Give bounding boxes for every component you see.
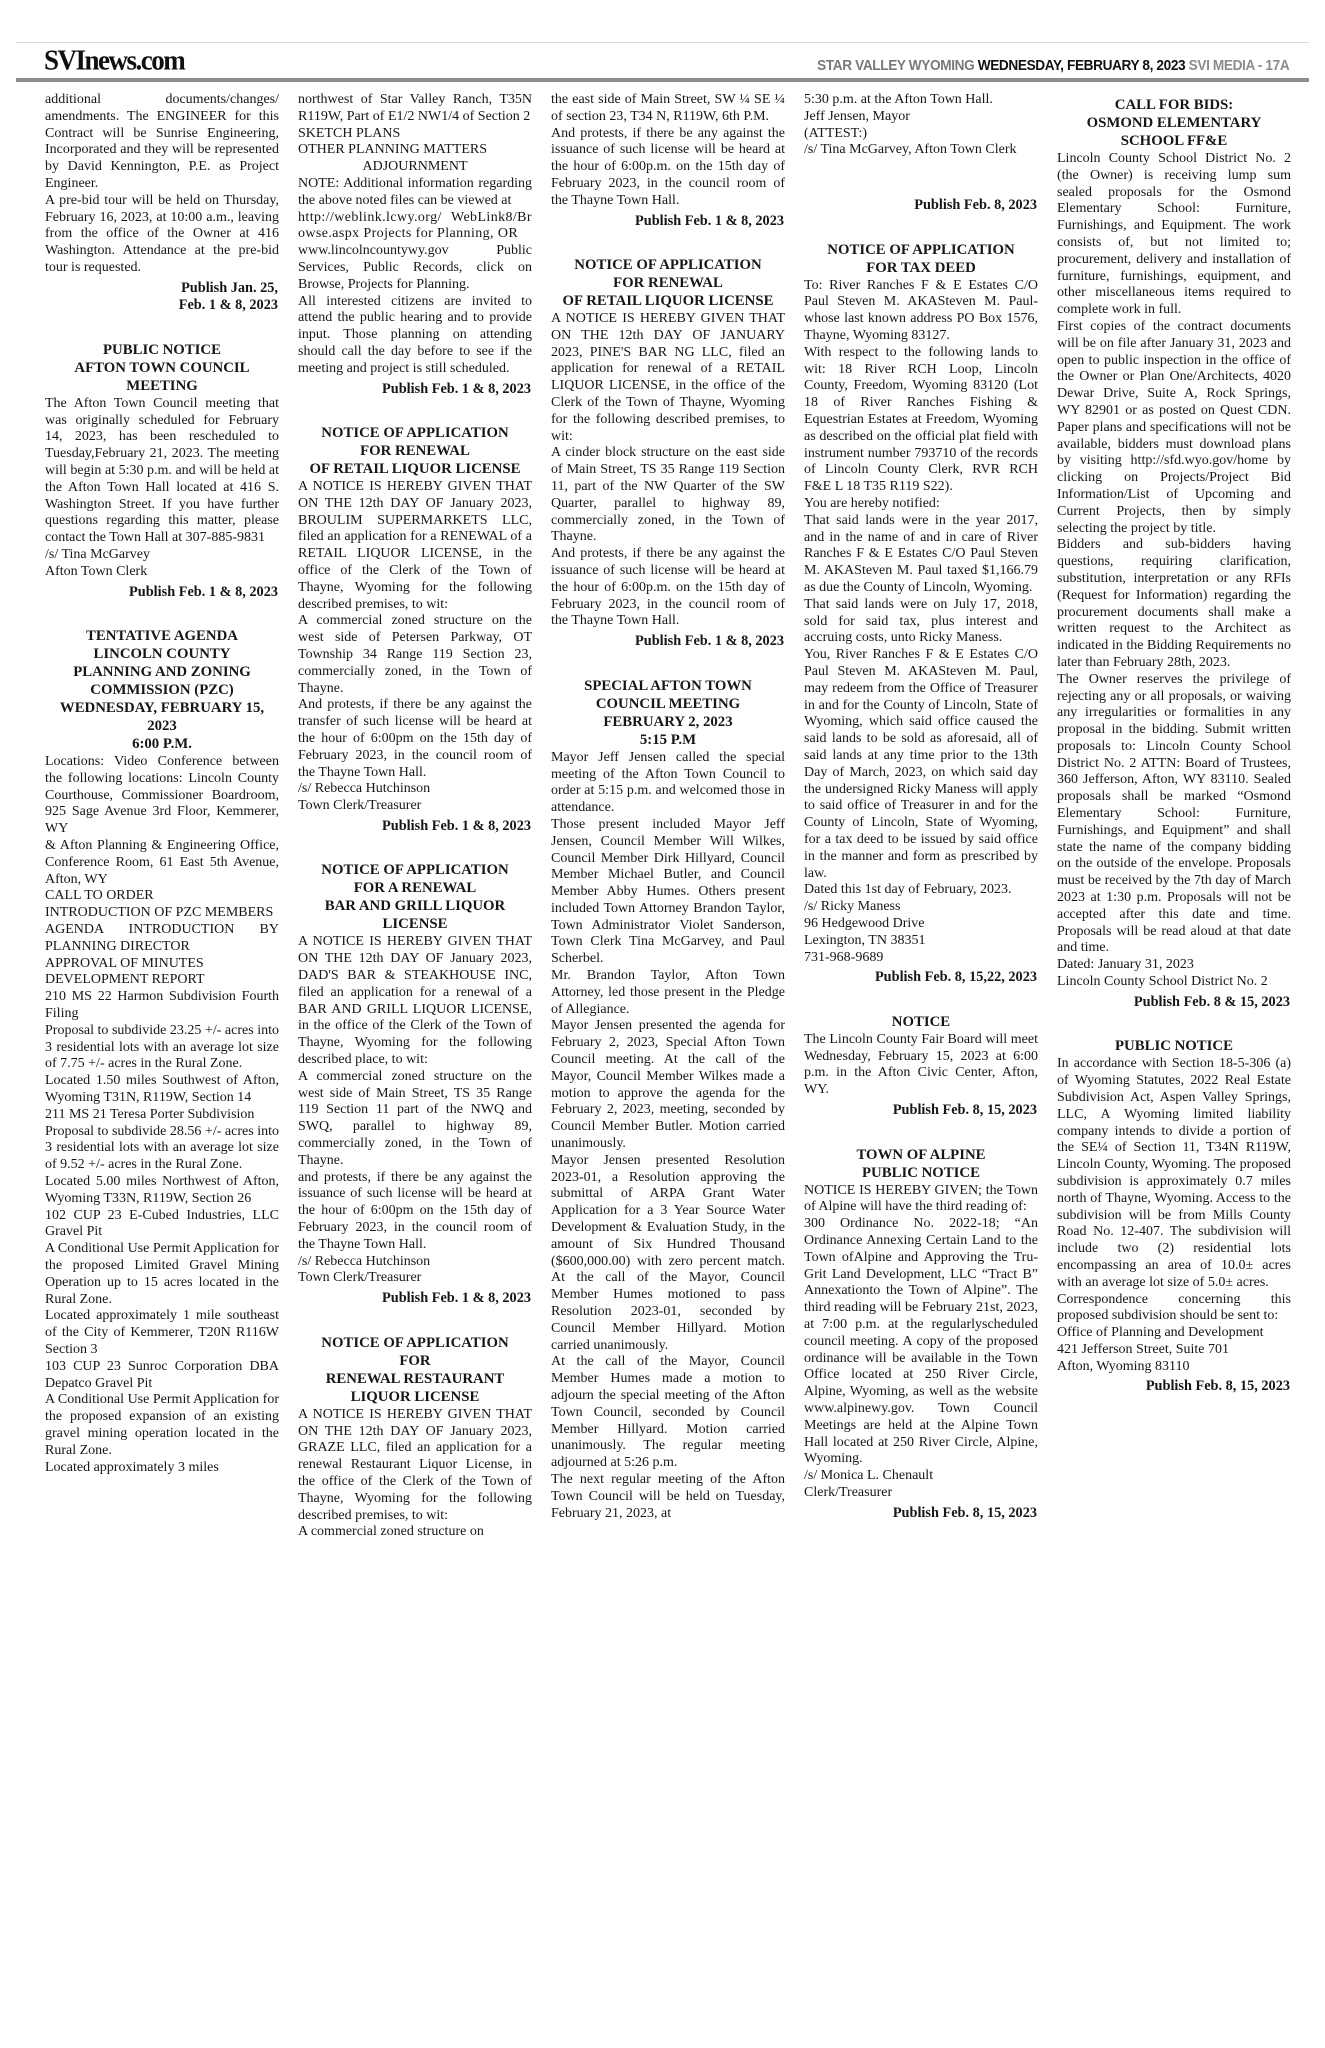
notice-paragraph: The Owner reserves the privilege of rejecting any or all proposals, or waiving any irregularities or formalities in any proposal in the bidding. Submit written proposals to: Lincoln County School District No. 2 ATTN: Board of Trustees, 360 Jefferson, Afton, WY 83110. Sealed proposals shall be marked “Osmond Elementary School: Furniture, Furnishings, and Equipment” and shall state the name of the company bidding on the outside of the envelope. Proposals must be received by the 7th day of March 2023 at 1:30 p.m. Proposals will not be accepted after this date and time. Proposals will be read aloud at that date and time. xyxy=(1057,671,1291,956)
notice-title-line: FEBRUARY 2, 2023 xyxy=(603,713,733,730)
text-line: Clerk/Treasurer xyxy=(804,1484,893,1500)
notice-title-line: PUBLIC NOTICE xyxy=(1115,1038,1233,1055)
column-5 xyxy=(1057,92,1291,1541)
publish-line: Publish Feb. 8, 15, 2023 xyxy=(1145,1378,1290,1395)
text-line: DEVELOPMENT REPORT xyxy=(45,972,205,988)
column-1 xyxy=(45,92,279,1541)
notice-paragraph: You, River Ranches F & E Estates C/O Paul Steven M. AKASteven M. Paul, may redeem from the Office of Treasurer in and for the County of Lincoln, State of Wyoming, which said office caused the said lands to be sold as aforesaid, all of said lands at any time prior to the 13th Day of March, 2023, on which said day the undersigned Ricky Maness will apply to said office of Treasurer in and for the County of Lincoln, State of Wyoming, for a tax deed to be issued by said office in the manner and form as prescribed by law. xyxy=(804,647,1038,881)
centered-line: ADJOURNMENT xyxy=(362,159,468,175)
dateline-date: WEDNESDAY, FEBRUARY 8, 2023 xyxy=(977,58,1185,74)
url-paragraph: http://weblink.lcwy.org/ WebLink8/Browse.aspx Projects for Planning, OR xyxy=(298,209,532,242)
column-4 xyxy=(804,92,1038,1541)
publish-block xyxy=(298,818,532,836)
publish-block xyxy=(1057,1378,1291,1396)
notice-title-line: RENEWAL RESTAURANT xyxy=(325,1370,505,1387)
column-3 xyxy=(551,92,785,1541)
notice-title-line: TENTATIVE AGENDA xyxy=(86,628,238,645)
publish-block xyxy=(298,381,532,399)
publish-line: Publish Feb. 8, 15,22, 2023 xyxy=(874,969,1037,986)
publish-line: Publish Jan. 25, xyxy=(181,279,278,296)
notice-title-line: PUBLIC NOTICE xyxy=(862,1164,980,1181)
site-logo: SVInews.com xyxy=(44,44,185,76)
notice-title-line: OSMOND ELEMENTARY xyxy=(1086,115,1262,131)
notice-paragraph: Mayor Jensen presented the agenda for February 2, 2023, Special Afton Town Council meeting. At the call of the Mayor, Council Member Wilkes made a motion to approve the agenda for the February 2, 2023, meeting, seconded by Council Member Butler. Motion carried unanimously. xyxy=(551,1018,785,1152)
notice-paragraph: additional documents/changes/ amendments. The ENGINEER for this Contract will be Sunrise Engineering, Incorporated and they will be represented by David Kennington, P.E. as Project Engineer. xyxy=(45,92,279,191)
notice-paragraph: A NOTICE IS HEREBY GIVEN THAT ON THE 12th DAY OF January 2023, BROULIM SUPERMARKETS LLC, filed an application for a RENEWAL of a RETAIL LIQUOR LICENSE, in the office of the Clerk of the Town of Thayne, Wyoming for the following described premises, to wit: xyxy=(298,479,532,612)
notice-paragraph: And protests, if there be any against the issuance of such license will be heard at the hour of 6:00p.m. on the 15th day of February 2023, in the council room of the Thayne Town Hall. xyxy=(551,546,785,629)
notice-paragraph: In accordance with Section 18-5-306 (a) of Wyoming Statutes, 2022 Real Estate Subdivision Act, Aspen Valley Springs, LLC, A Wyoming limited liability company intends to divide a portion of the SE¼ of Section 11, T34N R119W, Lincoln County, Wyoming. The proposed subdivision is approximately 0.7 miles north of Thayne, Wyoming. Access to the subdivision will be from Mills County Road No. 12-407. The subdivision will include two (2) residential lots encompassing an area of 10.0± acres with an average lot size of 5.0± acres. xyxy=(1057,1056,1291,1290)
text-line: /s/ Rebecca Hutchinson xyxy=(298,1253,431,1269)
text-line: 731-968-9689 xyxy=(804,949,884,965)
text-line: You are hereby notified: xyxy=(804,496,940,512)
notice-title-line: NOTICE OF APPLICATION xyxy=(321,1334,509,1351)
notice-title xyxy=(804,241,1038,277)
notice-title-line: PLANNING AND ZONING xyxy=(73,664,251,681)
text-line: APPROVAL OF MINUTES xyxy=(45,955,204,971)
publish-line: Publish Feb. 8, 15, 2023 xyxy=(892,1504,1037,1521)
notice-title xyxy=(804,1146,1038,1182)
publish-block xyxy=(804,969,1038,987)
notice-title xyxy=(1057,1037,1291,1055)
notice-title-line: NOTICE xyxy=(891,1013,951,1030)
notice-title-line: FOR xyxy=(399,1352,431,1369)
dateline-location: STAR VALLEY WYOMING xyxy=(816,58,978,74)
publish-line: Feb. 1 & 8, 2023 xyxy=(178,297,278,314)
notice-title-line: BAR AND GRILL LIQUOR xyxy=(324,898,506,915)
notice-title-line: OF RETAIL LIQUOR LICENSE xyxy=(562,293,774,310)
notice-title-line: COMMISSION (PZC) xyxy=(90,682,234,699)
text-line: /s/ Ricky Maness xyxy=(804,899,901,915)
notice-paragraph: 300 Ordinance No. 2022-18; “An Ordinance Annexing Certain Land to the Town ofAlpine and Approving the Tru-Grit Land Development, LLC “Tract B” Annexationto the Town of Alpine”. The third reading will be February 21st, 2023, at 7:00 p.m. at the regularlyscheduled council meeting. A copy of the proposed ordinance will be available in the Town Office located at 250 River Circle, Alpine, Wyoming, as well as the website www.alpinewy.gov. Town Council Meetings are held at the Alpine Town Hall located at 250 River Circle, Alpine, Wyoming. xyxy=(804,1216,1038,1467)
text-line: 421 Jefferson Street, Suite 701 xyxy=(1057,1341,1229,1357)
text-line: Town Clerk/Treasurer xyxy=(298,1270,422,1286)
notice-paragraph: AGENDA INTRODUCTION BY PLANNING DIRECTOR xyxy=(45,922,279,954)
notice-paragraph: Located 1.50 miles Southwest of Afton, Wyoming T31N, R119W, Section 14 xyxy=(45,1073,279,1105)
notice-paragraph: Dated this 1st day of February, 2023. xyxy=(804,882,1012,898)
notice-paragraph: NOTE: Additional information regarding the above noted files can be viewed at xyxy=(298,175,532,208)
publish-block xyxy=(804,197,1038,215)
notice-title-line: FOR A RENEWAL xyxy=(353,880,477,897)
notice-paragraph: A NOTICE IS HEREBY GIVEN THAT ON THE 12th DAY OF January 2023, GRAZE LLC, filed an application for a renewal Restaurant Liquor License, in the office of the Clerk of the Town of Thayne, Wyoming for the following described premises, to wit: xyxy=(298,1406,532,1523)
notice-title-line: WEDNESDAY, FEBRUARY 15, xyxy=(59,700,265,717)
publish-line: Publish Feb. 8 & 15, 2023 xyxy=(1133,993,1290,1010)
publish-block xyxy=(551,633,785,651)
notice-paragraph: the east side of Main Street, SW ¼ SE ¼ of section 23, T34 N, R119W, 6th P.M. xyxy=(551,92,785,124)
notice-title-line: MEETING xyxy=(126,377,198,394)
notice-title xyxy=(551,256,785,310)
notice-title-line: 6:00 P.M. xyxy=(132,736,192,753)
publish-line: Publish Feb. 8, 15, 2023 xyxy=(892,1102,1037,1119)
notice-paragraph: 5:30 p.m. at the Afton Town Hall. xyxy=(804,92,993,107)
columns xyxy=(45,92,1291,1541)
notice-title xyxy=(298,1334,532,1406)
notice-paragraph: All interested citizens are invited to attend the public hearing and to provide input. Those planning on attending should call the day before to see if the meeting and project is still scheduled. xyxy=(298,293,532,376)
notice-paragraph: Lincoln County School District No. 2 xyxy=(1057,974,1268,990)
notice-title-line: 5:15 P.M xyxy=(639,731,697,748)
dateline xyxy=(817,58,1289,77)
notice-paragraph: NOTICE IS HEREBY GIVEN; the Town of Alpine will have the third reading of: xyxy=(804,1182,1038,1215)
notice-paragraph: 103 CUP 23 Sunroc Corporation DBA Depatco Gravel Pit xyxy=(45,1358,279,1391)
notice-title-line: NOTICE OF APPLICATION xyxy=(574,257,762,274)
publish-line: Publish Feb. 1 & 8, 2023 xyxy=(129,583,278,600)
notice-paragraph: The Lincoln County Fair Board will meet Wednesday, February 15, 2023 at 6:00 p.m. in the Afton Civic Center, Afton, WY. xyxy=(804,1031,1038,1098)
text-line: Afton, Wyoming 83110 xyxy=(1057,1358,1190,1374)
notice-title xyxy=(45,627,279,753)
publish-block xyxy=(45,584,279,602)
notice-title xyxy=(298,861,532,933)
text-line: Afton Town Clerk xyxy=(45,563,148,579)
notice-paragraph: Mr. Brandon Taylor, Afton Town Attorney, led those present in the Pledge of Allegiance. xyxy=(551,968,785,1017)
notice-paragraph: The Afton Town Council meeting that was originally scheduled for February 14, 2023, has been rescheduled to Tuesday,February 21, 2023. The meeting will begin at 5:30 p.m. and will be held at the Afton Town Hall located at 416 S. Washington Street. If you have further questions regarding this matter, please contact the Town Hall at 307-885-9831 xyxy=(45,395,279,546)
masthead xyxy=(44,46,1289,77)
notice-paragraph: A commercial zoned structure on the west side of Main Street, TS 35 Range 119 Section 11 part of the NWQ and SWQ, parallel to highway 89, commercially zoned, in the Town of Thayne. xyxy=(298,1068,532,1168)
notice-paragraph: Proposal to subdivide 23.25 +/- acres into 3 residential lots with an average lot size of 7.75 +/- acres in the Rural Zone. xyxy=(45,1022,279,1072)
notice-title-line: CALL FOR BIDS: xyxy=(1114,97,1234,113)
publish-line: Publish Feb. 1 & 8, 2023 xyxy=(635,212,784,229)
notice-paragraph: And protests, if there be any against the transfer of such license will be heard at the hour of 6:00pm on the 15th day of February 2023, in the council room of the Thayne Town Hall. xyxy=(298,697,532,780)
notice-paragraph: A Conditional Use Permit Application for the proposed Limited Gravel Mining Operation up to 15 acres located in the Rural Zone. xyxy=(45,1241,279,1307)
notice-title-line: LINCOLN COUNTY xyxy=(93,646,231,663)
notice-title-line: OF RETAIL LIQUOR LICENSE xyxy=(309,461,521,478)
publish-block xyxy=(551,213,785,231)
notice-paragraph: Proposal to subdivide 28.56 +/- acres into 3 residential lots with an average lot size of 9.52 +/- acres in the Rural Zone. xyxy=(45,1123,279,1173)
notice-paragraph: Locations: Video Conference between the following locations: Lincoln County Courthouse, Commissioner Boardroom, 925 Sage Avenue 3rd Floor, Kemmerer, WY xyxy=(45,754,279,837)
notice-title-line: SPECIAL AFTON TOWN xyxy=(584,677,752,694)
publish-block xyxy=(1057,994,1291,1012)
dateline-edition: SVI MEDIA - 17A xyxy=(1184,58,1289,74)
text-line: /s/ Rebecca Hutchinson xyxy=(298,781,431,797)
notice-paragraph: Lincoln County School District No. 2 (the Owner) is receiving lump sum sealed proposals for the Osmond Elementary School: Furniture, Furnishings, and Equipment. The work consists of, but not limited to; procurement, delivery and installation of furniture, furnishings, equipment, and other miscellaneous items required to complete work in full. xyxy=(1057,151,1291,318)
notice-title xyxy=(45,341,279,395)
publish-line: Publish Feb. 1 & 8, 2023 xyxy=(382,1290,531,1307)
notice-paragraph: Mayor Jensen presented Resolution 2023-01, a Resolution approving the submittal of ARPA Grant Water Application for a 3 Year Source Water Development & Evaluation Study, in the amount of Six Hundred Thousand ($600,000.00) with zero percent match. At the call of the Mayor, Council Member Humes motioned to pass Resolution 2023-01, seconded by Council Member Hillyard. Motion carried unanimously. xyxy=(551,1152,785,1353)
publish-block xyxy=(804,1102,1038,1120)
publish-line: Publish Feb. 1 & 8, 2023 xyxy=(382,380,531,397)
publish-block xyxy=(298,1290,532,1308)
notice-paragraph: A Conditional Use Permit Application for the proposed expansion of an existing gravel mining operation located in the Rural Zone. xyxy=(45,1392,279,1458)
notice-title-line: TOWN OF ALPINE xyxy=(856,1146,986,1163)
publish-block xyxy=(804,1505,1038,1523)
notice-paragraph: A pre-bid tour will be held on Thursday, February 16, 2023, at 10:00 a.m., leaving from the office of the Owner at 416 Washington. Attendance at the pre-bid tour is requested. xyxy=(45,192,279,275)
text-line: Lexington, TN 38351 xyxy=(804,932,926,948)
notice-title-line: AFTON TOWN COUNCIL xyxy=(74,359,250,376)
notice-paragraph: Those present included Mayor Jeff Jensen, Council Member Will Wilkes, Council Member Dirk Hillyard, Council Member Michael Butler, and Council Member Abby Humes. Others present included Town Attorney Brandon Taylor, Town Administrator Violet Sanderson, Town Clerk Tina McGarvey, and Paul Scherbel. xyxy=(551,816,785,967)
notice-paragraph: Located approximately 1 mile southeast of the City of Kemmerer, T20N R116W Section 3 xyxy=(45,1308,279,1357)
notice-paragraph: Located approximately 3 miles xyxy=(45,1459,219,1475)
notice-paragraph: www.lincolncountywy.gov Public Services, Public Records, click on Browse, Projects for Planning. xyxy=(298,243,532,292)
notice-title-line: PUBLIC NOTICE xyxy=(103,341,221,358)
notice-paragraph: 102 CUP 23 E-Cubed Industries, LLC Gravel Pit xyxy=(45,1207,279,1240)
notice-title-line: SCHOOL FF&E xyxy=(1120,133,1228,149)
notice-paragraph: INTRODUCTION OF PZC MEMBERS xyxy=(45,905,274,921)
text-line: Jeff Jensen, Mayor xyxy=(804,108,910,124)
notice-paragraph: With respect to the following lands to wit: 18 River RCH Loop, Lincoln County, Freedom, Wyoming 83120 (Lot 18 of River Ranches Fishing & Equestrian Estates at Freedom, Wyoming as described on the official plat field with instrument number 793710 of the records of Lincoln County Clerk, RVR RCH F&E L 18 T35 R119 S22). xyxy=(804,344,1038,495)
notice-paragraph: First copies of the contract documents will be on file after January 31, 2023 and open to public inspection in the office of the Owner or Plan One/Architects, 4020 Dewar Drive, Suite A, Rock Springs, WY 82901 or as posted on Quest CDN. Paper plans and specifications will not be available, bidders must download plans by visiting http://sfd.wyo.gov/home by clicking on Projects/Project Bid Information/List of Upcoming and Current Projects, then by simply selecting the project by title. xyxy=(1057,318,1291,536)
notice-title-line: LICENSE xyxy=(382,916,448,933)
masthead-rule xyxy=(16,78,1309,82)
notice-title xyxy=(1057,96,1291,150)
notice-paragraph: The next regular meeting of the Afton Town Council will be held on Tuesday, February 21, 2023, at xyxy=(551,1471,785,1521)
notice-paragraph: And protests, if there be any against the issuance of such license will be heard at the hour of 6:00p.m. on the 15th day of February 2023, in the council room of the Thayne Town Hall. xyxy=(551,125,785,208)
notice-title xyxy=(804,1013,1038,1031)
notice-title-line: NOTICE OF APPLICATION xyxy=(321,862,509,879)
notice-paragraph: At the call of the Mayor, Council Member Humes made a motion to adjourn the special meeting of the Afton Town Council, seconded by Council Member Hillyard. Motion carried unanimously. The regular meeting adjourned at 5:26 p.m. xyxy=(551,1354,785,1471)
notice-paragraph: A NOTICE IS HEREBY GIVEN THAT ON THE 12th DAY OF January 2023, DAD'S BAR & STEAKHOUSE INC, filed an application for a renewal of a BAR AND GRILL LIQUOR LICENSE, in the office of the Clerk of the Town of Thayne, Wyoming for the following described place, to wit: xyxy=(298,934,532,1068)
notice-paragraph: That said lands were in the year 2017, and in the name of and in care of River Ranches F & E Estates C/O Paul Steven M. AKASteven M. Paul taxed $1,166.79 as due the County of Lincoln, Wyoming. xyxy=(804,512,1038,596)
text-line: Town Clerk/Treasurer xyxy=(298,798,422,814)
text-line: /s/ Monica L. Chenault xyxy=(804,1468,934,1484)
publish-line: Publish Feb. 1 & 8, 2023 xyxy=(382,817,531,834)
text-line: /s/ Tina McGarvey xyxy=(45,546,150,562)
text-line: OTHER PLANNING MATTERS xyxy=(298,142,487,158)
column-2 xyxy=(298,92,532,1541)
notice-paragraph: 210 MS 22 Harmon Subdivision Fourth Filing xyxy=(45,989,279,1021)
publish-line: Publish Feb. 8, 2023 xyxy=(914,197,1037,214)
notice-title-line: COUNCIL MEETING xyxy=(595,695,741,712)
notice-paragraph: & Afton Planning & Engineering Office, Conference Room, 61 East 5th Avenue, Afton, WY xyxy=(45,838,279,887)
notice-paragraph: To: River Ranches F & E Estates C/O Paul Steven M. AKASteven M. Paul- whose last known address PO Box 1576, Thayne, Wyoming 83127. xyxy=(804,277,1038,344)
notice-paragraph: Mayor Jeff Jensen called the special meeting of the Afton Town Council to order at 5:15 p.m. and welcomed those in attendance. xyxy=(551,749,785,816)
notice-title-line: 2023 xyxy=(147,718,177,735)
notice-paragraph: A commercial zoned structure on the west side of Petersen Parkway, OT Township 34 Range 119 Section 23, commercially zoned, in the Town of Thayne. xyxy=(298,613,532,696)
notice-title-line: NOTICE OF APPLICATION xyxy=(827,241,1015,258)
notice-paragraph: That said lands were on July 17, 2018, sold for said tax, plus interest and accruing costs, unto Ricky Maness. xyxy=(804,596,1038,646)
notice-paragraph: 211 MS 21 Teresa Porter Subdivision xyxy=(45,1106,255,1122)
notice-title-line: FOR TAX DEED xyxy=(866,259,976,276)
top-hairline xyxy=(16,42,1309,43)
notice-paragraph: northwest of Star Valley Ranch, T35N R119W, Part of E1/2 NW1/4 of Section 2 xyxy=(298,92,532,124)
notice-paragraph: A cinder block structure on the east side of Main Street, TS 35 Range 119 Section 11, part of the NW Quarter of the SW Quarter, parallel to highway 89, commercially zoned, in the Town of Thayne. xyxy=(551,445,785,545)
text-line: Dated: January 31, 2023 xyxy=(1057,957,1194,973)
text-line: (ATTEST:) xyxy=(804,125,868,141)
notice-title-line: LIQUOR LICENSE xyxy=(350,1388,480,1405)
notice-paragraph: and protests, if there be any against the issuance of such license will be heard at the hour of 6:00pm on the 15th day of February 2023, in the council room of the Thayne Town Hall. xyxy=(298,1169,532,1252)
notice-title-line: FOR RENEWAL xyxy=(360,443,470,460)
notice-title xyxy=(551,677,785,749)
publish-line: Publish Feb. 1 & 8, 2023 xyxy=(635,633,784,650)
text-line: SKETCH PLANS xyxy=(298,125,401,141)
notice-paragraph: /s/ Tina McGarvey, Afton Town Clerk xyxy=(804,142,1017,158)
notice-title-line: NOTICE OF APPLICATION xyxy=(321,425,509,442)
notice-paragraph: Office of Planning and Development xyxy=(1057,1325,1264,1341)
notice-paragraph: Located 5.00 miles Northwest of Afton, Wyoming T33N, R119W, Section 26 xyxy=(45,1173,279,1206)
notice-title-line: FOR RENEWAL xyxy=(613,275,723,292)
notice-paragraph: A NOTICE IS HEREBY GIVEN THAT ON THE 12th DAY OF JANUARY 2023, PINE'S BAR NG LLC, filed an application for renewal of a RETAIL LIQUOR LICENSE, in the office of the Clerk of the Town of Thayne, Wyoming for the following described premises, to wit: xyxy=(551,311,785,444)
notice-paragraph: Correspondence concerning this proposed subdivision should be sent to: xyxy=(1057,1291,1291,1324)
publish-block xyxy=(45,280,279,315)
notice-paragraph: A commercial zoned structure on xyxy=(298,1524,484,1540)
notice-title xyxy=(298,424,532,478)
text-line: CALL TO ORDER xyxy=(45,888,154,904)
notice-paragraph: Bidders and sub-bidders having questions, requiring clarification, substitution, interpretation or any RFIs (Request for Information) regarding the procurement documents shall make a written request to the Architect as indicated in the Bidding Requirements no later than February 28th, 2023. xyxy=(1057,537,1291,670)
text-line: 96 Hedgewood Drive xyxy=(804,915,925,931)
